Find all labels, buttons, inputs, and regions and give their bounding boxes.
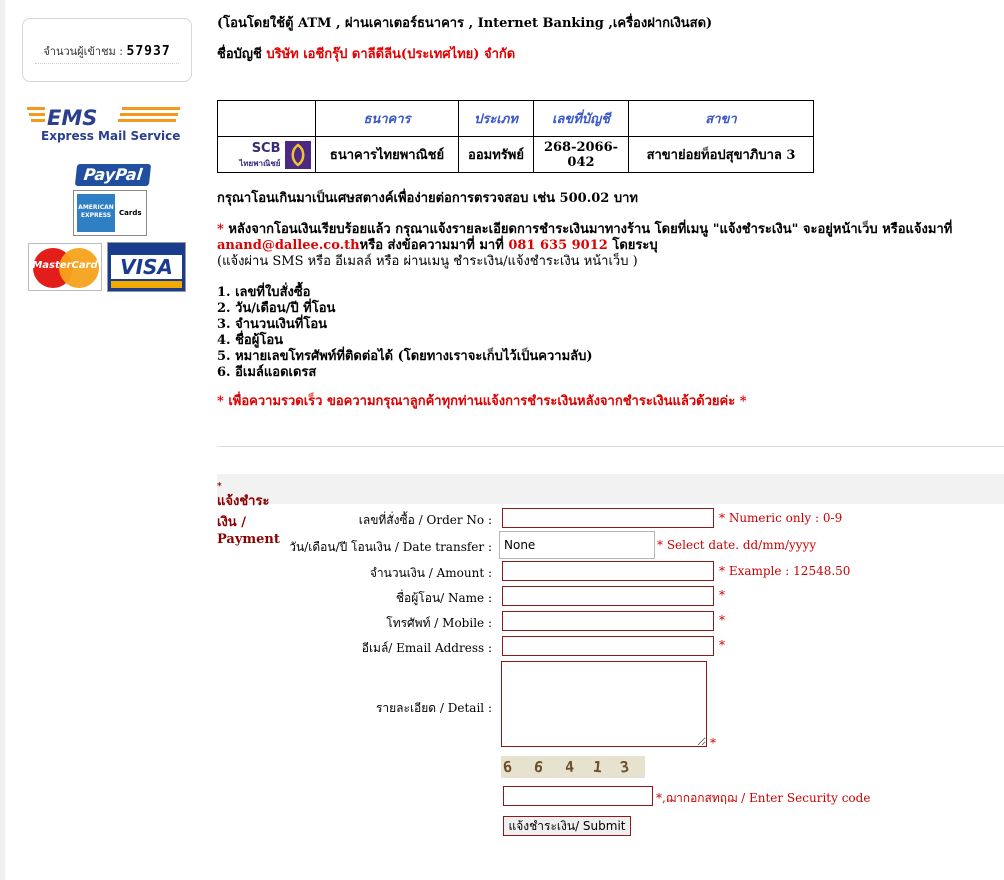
paypal-logo: PayPal [75, 164, 151, 186]
security-code-hint: *,ฌากอกสทฤฌ / Enter Security code [656, 791, 871, 805]
left-edge-bar [0, 0, 5, 880]
mobile-input[interactable] [502, 611, 714, 631]
header-account-no: เลขที่บัญชี [534, 101, 629, 137]
order-no-input[interactable] [502, 508, 714, 528]
branch-name: สาขาย่อยท็อปสุขาภิบาล 3 [629, 137, 814, 173]
bank-account-table [217, 100, 814, 173]
detail-label: รายละเอียด / Detail : [375, 701, 492, 715]
order-no-hint: * Numeric only : 0-9 [719, 511, 843, 525]
scb-logo: SCB ไทยพาณิชย์ [225, 140, 309, 170]
bank-logo-header [218, 101, 316, 137]
name-label: ชื่อผู้โอน/ Name : [395, 591, 492, 605]
visa-logo [107, 242, 186, 292]
email-input[interactable] [502, 636, 714, 656]
date-transfer-label: วัน/เดือน/ปี โอนเงิน / Date transfer : [289, 540, 492, 554]
contact-line: anand@dallee.co.thหรือ ส่งข้อความมาที่ มาที่ 081 635 9012 โดยระบุ [217, 238, 658, 253]
submit-button[interactable]: แจ้งชำระเงิน/ Submit [503, 816, 631, 836]
visitor-counter-line [35, 41, 179, 64]
contact-phone: 081 635 9012 [508, 238, 608, 253]
captcha-char: 6 [532, 757, 545, 777]
section-divider [217, 446, 1004, 447]
amex-badge: AMERICAN EXPRESS [77, 194, 115, 232]
fraction-note: กรุณาโอนเกินมาเป็นเศษสตางค์เพื่อง่ายต่อการตรวจสอบ เช่น 500.02 บาท [217, 191, 638, 206]
captcha-char: 4 [564, 757, 575, 777]
notify-item: 4. ชื่อผู้โอน [217, 333, 284, 348]
amex-logo [73, 190, 147, 236]
name-required: * [719, 588, 725, 602]
date-transfer-input[interactable]: None [499, 531, 655, 559]
email-label: อีเมล์/ Email Address : [361, 641, 492, 655]
bank-table-header [218, 101, 814, 137]
notify-via: (แจ้งผ่าน SMS หรือ อีเมลล์ หรือ ผ่านเมนู ชำระเงิน/แจ้งชำระเงิน หน้าเว็บ ) [217, 254, 638, 269]
header-bank: ธนาคาร [316, 101, 459, 137]
notify-item: 5. หมายเลขโทรศัพท์ที่ติดต่อได้ (โดยทางเราจะเก็บไว้เป็นความลับ) [217, 349, 593, 364]
mobile-label: โทรศัพท์ / Mobile : [386, 616, 492, 630]
account-type: ออมทรัพย์ [459, 137, 534, 173]
mastercard-label: MasterCard [32, 260, 98, 271]
account-name-label: ชื่อบัญชี [217, 47, 262, 62]
ems-logo [27, 104, 182, 146]
amex-cards-label: Cards [119, 209, 142, 217]
notify-item: 1. เลขที่ใบสั่งซื้อ [217, 285, 311, 300]
visa-label: VISA [111, 255, 182, 279]
amount-label: จำนวนเงิน / Amount : [369, 566, 492, 580]
captcha-char: 6 [502, 757, 513, 777]
ems-wordmark: EMS [47, 106, 98, 130]
scb-emblem-icon [285, 141, 311, 169]
bank-logo-cell [218, 137, 316, 173]
contact-email: anand@dallee.co.th [217, 238, 360, 253]
amount-input[interactable] [502, 561, 714, 581]
header-type: ประเภท [459, 101, 534, 137]
visitor-counter [22, 18, 192, 82]
detail-textarea[interactable] [501, 661, 707, 747]
captcha-image [501, 756, 645, 778]
header-branch: สาขา [629, 101, 814, 137]
account-name-line [217, 43, 515, 64]
after-transfer-note: * หลังจากโอนเงินเรียบร้อยแล้ว กรุณาแจ้งรายละเอียดการชำระเงินมาทางร้าน โดยที่เมนู "แจ้งชำระเงิน" จะอยู่หน้าเว็บ หรือแจ้งมาที่ [217, 222, 953, 237]
closing-note: * เพื่อความรวดเร็ว ขอความกรุณาลูกค้าทุกท่านแจ้งการชำระเงินหลังจากชำระเงินแล้วด้วยค่ะ * [217, 394, 747, 409]
email-required: * [719, 638, 725, 652]
captcha-char: 1 [592, 757, 603, 777]
mobile-required: * [719, 613, 725, 627]
payment-form-title: * แจ้งชำระเงิน / Payment [217, 482, 280, 547]
account-number: 268-2066-042 [534, 137, 629, 173]
mastercard-logo [28, 243, 102, 291]
captcha-char: 3 [618, 757, 631, 777]
ems-wing-icon [27, 104, 182, 130]
visitor-counter-label: จำนวนผู้เข้าชม : [43, 45, 124, 58]
detail-required: * [710, 736, 716, 750]
ems-tagline: Express Mail Service [41, 129, 181, 143]
bank-name: ธนาคารไทยพาณิชย์ [316, 137, 459, 173]
payment-channels: (โอนโดยใช้ตู้ ATM , ผ่านเคาเตอร์ธนาคาร , Internet Banking ,เครื่องฝากเงินสด) [217, 16, 713, 31]
security-code-input[interactable] [503, 786, 653, 806]
account-name: บริษัท เอชีกรุ๊ป ดาลีดีลีน(ประเทศไทย) จำกัด [266, 47, 516, 62]
amount-hint: * Example : 12548.50 [719, 564, 851, 578]
notify-item: 6. อีเมล์แอดเดรส [217, 365, 317, 380]
name-input[interactable] [502, 586, 714, 606]
notify-item: 3. จำนวนเงินที่โอน [217, 317, 328, 332]
visitor-counter-value: 57937 [126, 44, 171, 59]
order-no-label: เลขที่สั่งซื้อ / Order No : [358, 513, 492, 527]
date-transfer-hint: * Select date. dd/mm/yyyy [657, 538, 817, 552]
notify-item: 2. วัน/เดือน/ปี ที่โอน [217, 301, 336, 316]
bank-table-row [218, 137, 814, 173]
